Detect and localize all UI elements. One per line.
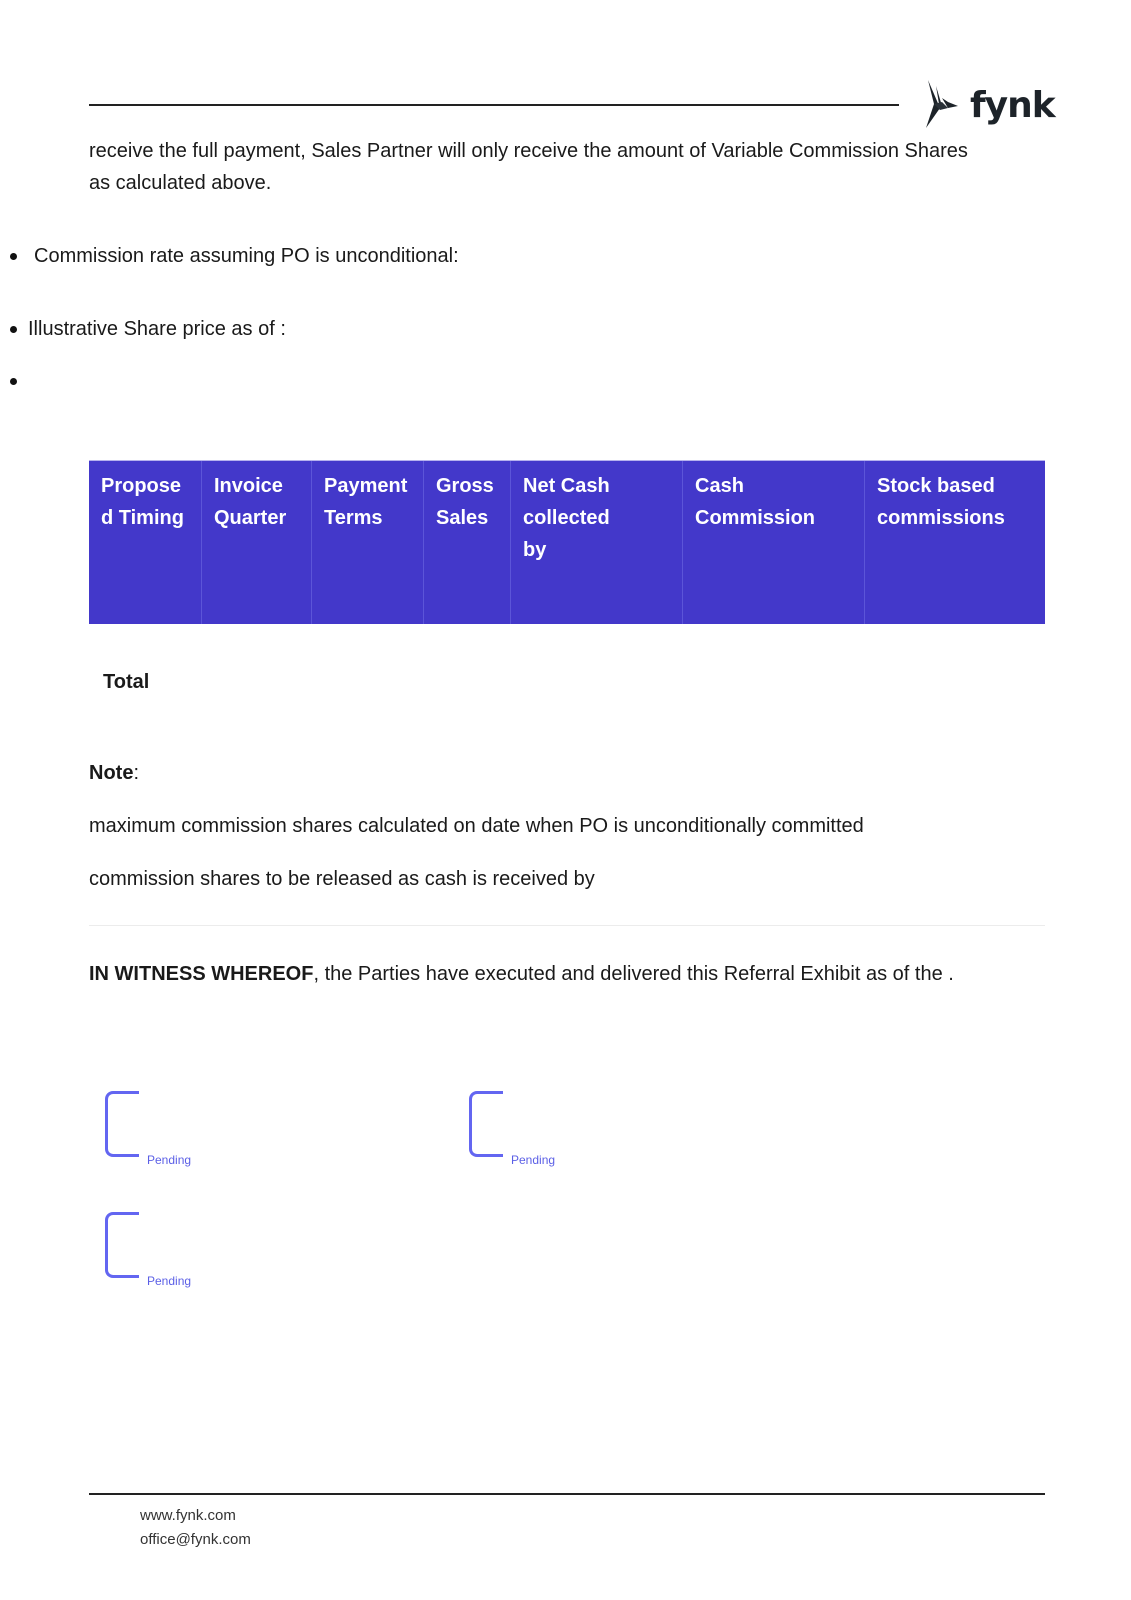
note-line-1: maximum commission shares calculated on date when PO is unconditionally committed: [89, 815, 864, 837]
brand-name: fynk: [970, 85, 1055, 126]
column-payment-terms: Payment Terms: [312, 461, 424, 624]
bullet-dot-icon: [10, 253, 17, 260]
intro-line-1: receive the full payment, Sales Partner will only receive the amount of Variable Commission Shares: [89, 140, 968, 162]
commission-table-header: [89, 460, 1045, 624]
bullet-dot-icon: [10, 378, 17, 385]
note-heading: [89, 762, 139, 785]
bullet-commission-rate: [10, 243, 459, 269]
origami-bird-icon: [918, 78, 966, 135]
bullet-text: Commission rate assuming PO is unconditional:: [34, 244, 459, 267]
column-invoice-quarter: Invoice Quarter: [202, 461, 312, 624]
intro-line-2: as calculated above.: [89, 172, 272, 194]
signature-field-1[interactable]: [105, 1091, 225, 1165]
bullet-dot-icon: [10, 326, 17, 333]
witness-text: , the Parties have executed and delivered this Referral Exhibit as of the .: [313, 963, 954, 985]
bullet-empty: [10, 368, 28, 394]
signature-status: Pending: [147, 1274, 192, 1288]
signature-bracket-icon: [469, 1091, 503, 1157]
column-net-cash-collected: Net Cash collected by: [511, 461, 683, 624]
column-proposed-timing: Proposed Timing: [89, 461, 202, 624]
bullet-share-price: [10, 316, 286, 342]
fynk-logo: [918, 80, 1055, 132]
signature-bracket-icon: [105, 1212, 139, 1278]
header-rule: [89, 104, 899, 106]
note-line-2: commission shares to be released as cash is received by: [89, 868, 595, 890]
footer-website: www.fynk.com: [140, 1507, 236, 1524]
footer-email: office@fynk.com: [140, 1531, 251, 1548]
note-colon: :: [133, 762, 140, 784]
bullet-text: Illustrative Share price as of :: [28, 317, 286, 340]
intro-paragraph: [89, 135, 1044, 199]
column-stock-based-commissions: Stock based commissions: [877, 475, 1005, 529]
signature-bracket-icon: [105, 1091, 139, 1157]
signature-field-2[interactable]: [469, 1091, 589, 1165]
signature-field-3[interactable]: [105, 1212, 225, 1286]
witness-clause: [89, 963, 954, 986]
total-label: Total: [103, 671, 150, 693]
note-label: Note: [89, 762, 134, 784]
column-cash-commission: Cash Commission: [683, 461, 865, 624]
witness-bold: IN WITNESS WHEREOF: [89, 963, 314, 985]
column-gross-sales: Gross Sales: [424, 461, 511, 624]
signature-status: Pending: [147, 1153, 192, 1167]
footer-rule: [89, 1493, 1045, 1495]
signature-status: Pending: [511, 1153, 556, 1167]
section-divider: [89, 925, 1045, 926]
